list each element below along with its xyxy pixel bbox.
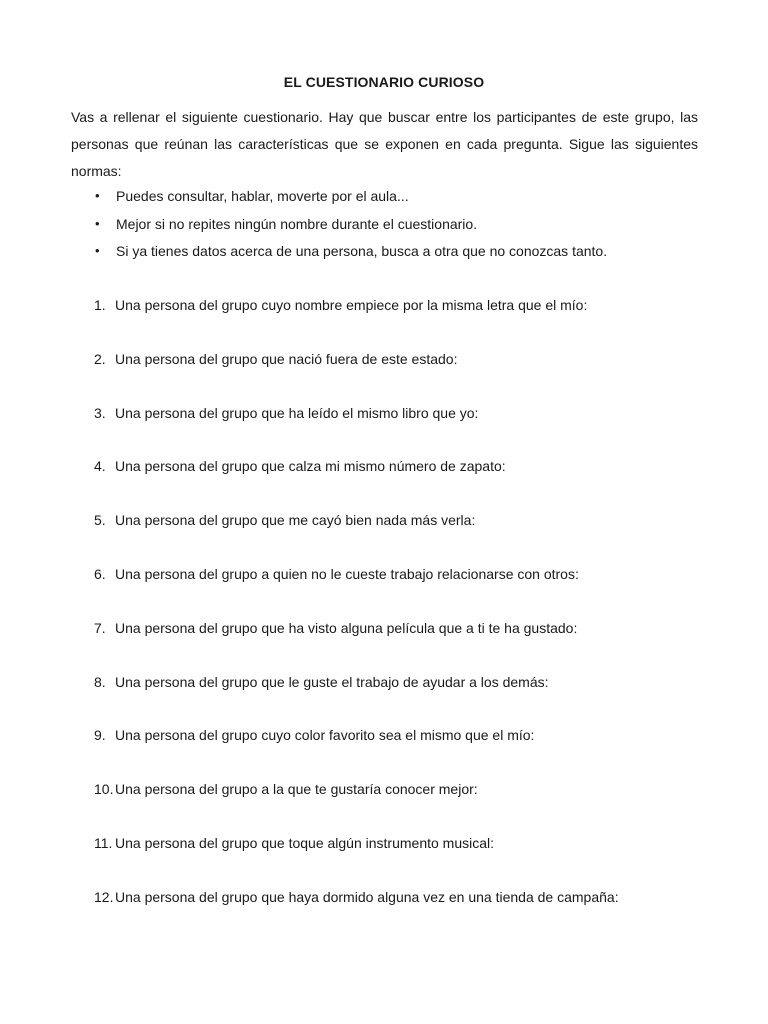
question-item	[94, 722, 714, 776]
intro-paragraph: Vas a rellenar el siguiente cuestionario. Hay que buscar entre los participantes de este grupo, las personas que reúnan las características que se exponen en cada pregunta. Sigue las siguientes normas:	[71, 109, 698, 179]
question-text: Una persona del grupo que nació fuera de este estado:	[115, 350, 458, 367]
bullet-icon: •	[95, 243, 100, 258]
rule-text: Puedes consultar, hablar, moverte por el aula...	[116, 188, 409, 204]
question-text: Una persona del grupo a quien no le cueste trabajo relacionarse con otros:	[115, 565, 579, 582]
question-text: Una persona del grupo que me cayó bien nada más verla:	[115, 512, 476, 529]
question-item	[94, 400, 714, 454]
rule-item	[71, 183, 698, 211]
bullet-icon: •	[95, 215, 100, 231]
document-title: EL CUESTIONARIO CURIOSO	[283, 74, 485, 90]
question-number: 10.	[94, 781, 114, 798]
question-text: Una persona del grupo que ha visto alguna película que a ti te ha gustado:	[115, 619, 578, 636]
question-number: 2.	[94, 350, 106, 367]
question-text: Una persona del grupo que toque algún instrumento musical:	[115, 834, 495, 851]
rule-item	[71, 238, 698, 266]
question-text: Una persona del grupo que le guste el trabajo de ayudar a los demás:	[115, 673, 549, 690]
question-text: Una persona del grupo que haya dormido alguna vez en una tienda de campaña:	[115, 888, 619, 905]
question-text: Una persona del grupo cuyo nombre empiece por la misma letra que el mío:	[115, 297, 588, 313]
question-number: 7.	[94, 619, 106, 636]
question-item	[94, 615, 714, 669]
question-item	[94, 507, 714, 561]
rule-text: Mejor si no repites ningún nombre durante el cuestionario.	[116, 215, 478, 232]
question-item	[94, 453, 714, 507]
questions-list	[94, 292, 714, 938]
question-item	[94, 669, 714, 723]
question-number: 11.	[94, 834, 113, 851]
question-number: 1.	[94, 297, 106, 313]
question-number: 8.	[94, 673, 106, 690]
question-text: Una persona del grupo a la que te gustaría conocer mejor:	[115, 781, 478, 798]
question-item	[94, 776, 714, 830]
question-item	[94, 292, 714, 346]
question-item	[94, 346, 714, 400]
question-item	[94, 884, 714, 938]
rule-item	[71, 211, 698, 239]
question-text: Una persona del grupo que calza mi mismo número de zapato:	[115, 458, 506, 475]
question-item	[94, 830, 714, 884]
question-text: Una persona del grupo que ha leído el mismo libro que yo:	[115, 404, 479, 421]
question-number: 6.	[94, 565, 106, 582]
question-number: 4.	[94, 458, 106, 475]
question-text: Una persona del grupo cuyo color favorito sea el mismo que el mío:	[115, 727, 535, 744]
bullet-icon: •	[95, 188, 100, 203]
rules-list	[71, 183, 698, 266]
rule-text: Si ya tienes datos acerca de una persona, busca a otra que no conozcas tanto.	[116, 243, 608, 259]
question-number: 9.	[94, 727, 106, 744]
question-item	[94, 561, 714, 615]
question-number: 12.	[94, 888, 114, 905]
question-number: 3.	[94, 404, 106, 421]
question-number: 5.	[94, 512, 106, 529]
